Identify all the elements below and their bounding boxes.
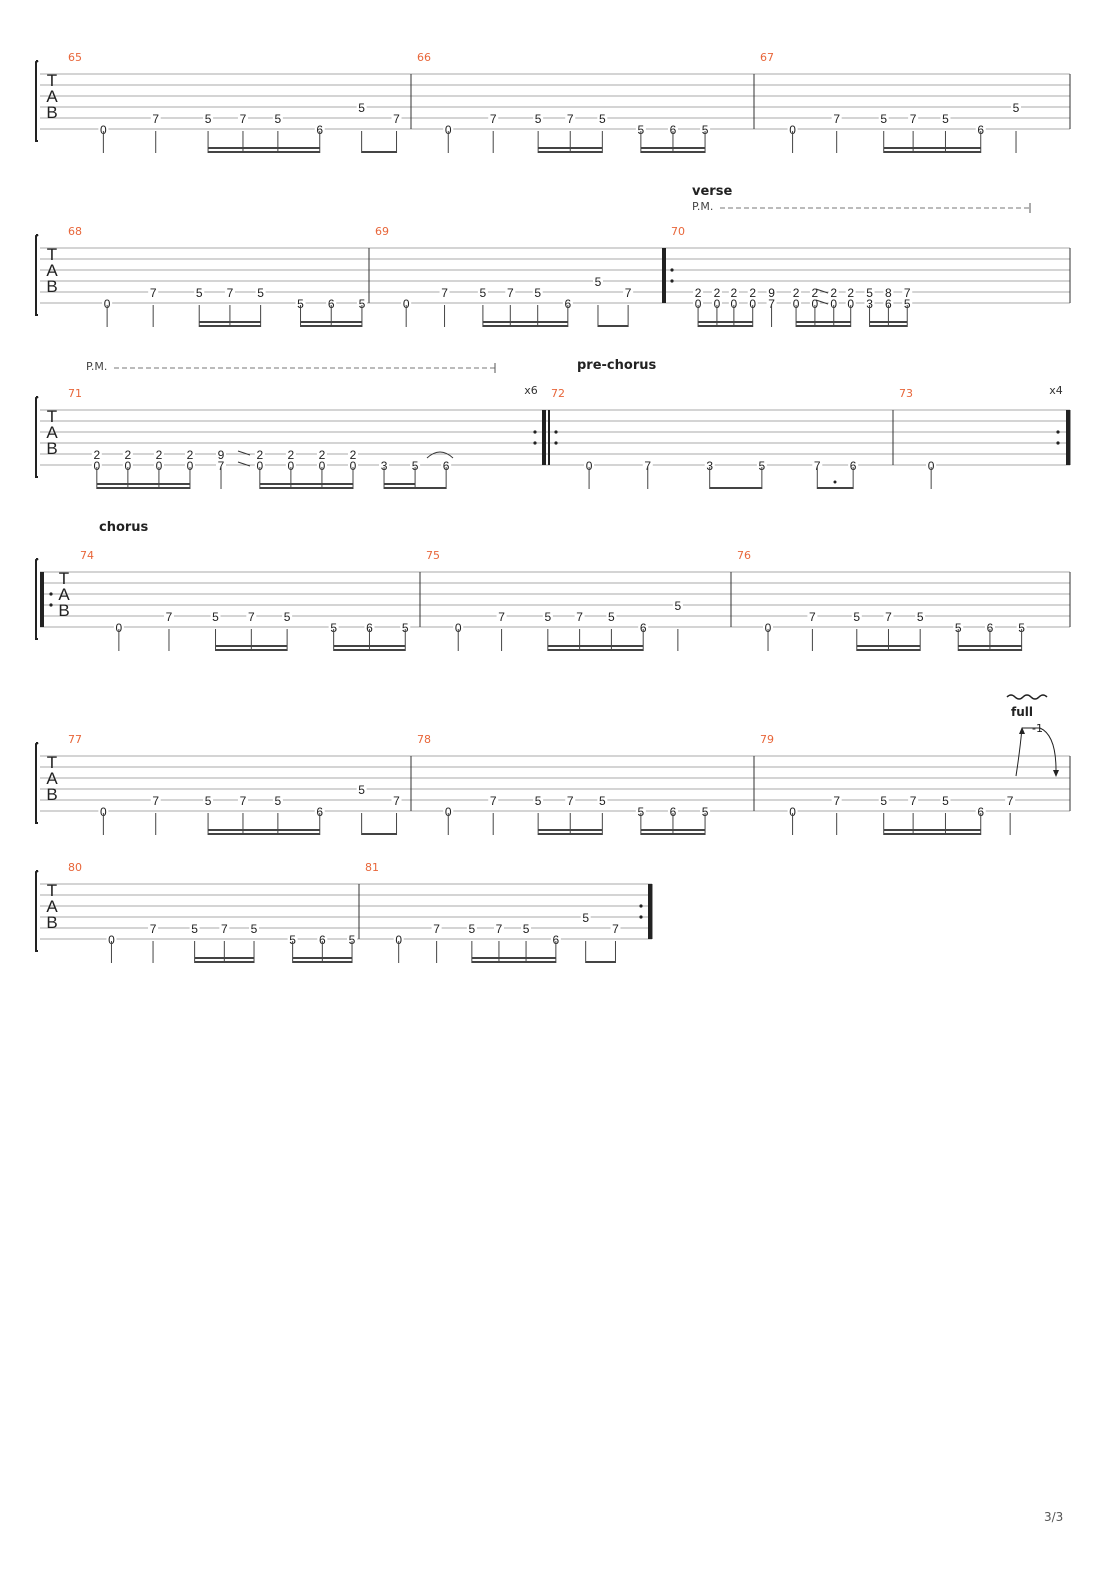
fret-number: 5 bbox=[942, 112, 949, 126]
tab-clef-letter: A bbox=[46, 423, 58, 442]
repeat-start-thick bbox=[662, 248, 666, 303]
fret-number: 5 bbox=[608, 610, 615, 624]
fret-number: 5 bbox=[1018, 621, 1025, 635]
fret-number: 5 bbox=[598, 112, 606, 126]
fret-number: 5 bbox=[598, 794, 606, 808]
fret-number: 9 bbox=[768, 286, 775, 300]
repeat-dot bbox=[670, 268, 673, 271]
fret-number: 5 bbox=[880, 794, 888, 808]
fret-number: 0 bbox=[694, 297, 702, 311]
fret-number: 5 bbox=[204, 794, 212, 808]
fret-number: 2 bbox=[811, 286, 819, 300]
fret-number: 2 bbox=[847, 286, 855, 300]
fret-number: 7 bbox=[217, 459, 225, 473]
vibrato-icon bbox=[1007, 695, 1047, 699]
measure-number: 68 bbox=[68, 225, 82, 238]
fret-number: 0 bbox=[115, 621, 123, 635]
measure-number: 66 bbox=[417, 51, 431, 64]
fret-number: 7 bbox=[165, 610, 173, 624]
fret-number: 5 bbox=[212, 610, 219, 624]
fret-number: 6 bbox=[986, 621, 994, 635]
fret-number: 6 bbox=[669, 805, 677, 819]
fret-number: 7 bbox=[768, 297, 775, 311]
tab-clef-letter: A bbox=[46, 261, 58, 280]
fret-number: 5 bbox=[544, 610, 552, 624]
fret-number: 5 bbox=[942, 794, 949, 808]
fret-number: 2 bbox=[155, 448, 163, 462]
fret-number: 7 bbox=[498, 610, 505, 624]
fret-number: 6 bbox=[316, 123, 324, 137]
fret-number: 2 bbox=[318, 448, 326, 462]
fret-number: 5 bbox=[191, 922, 198, 936]
fret-number: 0 bbox=[444, 123, 452, 137]
fret-number: 7 bbox=[1006, 794, 1014, 808]
fret-number: 2 bbox=[256, 448, 264, 462]
repeat-start-thick bbox=[40, 572, 44, 627]
fret-number: 6 bbox=[669, 123, 677, 137]
tab-clef-letter: B bbox=[46, 785, 58, 804]
fret-number: 7 bbox=[576, 610, 583, 624]
fret-number: 5 bbox=[880, 112, 888, 126]
section-label: pre-chorus bbox=[577, 358, 657, 373]
fret-number: 0 bbox=[124, 459, 132, 473]
fret-number: 7 bbox=[149, 922, 157, 936]
fret-number: 0 bbox=[749, 297, 757, 311]
measure-number: 65 bbox=[68, 51, 82, 64]
tab-clef-letter: B bbox=[46, 277, 58, 296]
fret-number: 0 bbox=[730, 297, 738, 311]
fret-number: 0 bbox=[811, 297, 819, 311]
fret-number: 7 bbox=[612, 922, 619, 936]
fret-number: 7 bbox=[441, 286, 448, 300]
fret-number: 7 bbox=[566, 794, 574, 808]
system-bracket bbox=[36, 559, 38, 639]
system-bracket bbox=[36, 871, 38, 951]
fret-number: 5 bbox=[637, 805, 645, 819]
fret-number: 5 bbox=[701, 123, 709, 137]
repeat-end-thick bbox=[648, 884, 652, 939]
fret-number: 6 bbox=[885, 297, 892, 311]
repeat-dot bbox=[49, 592, 52, 595]
fret-number: 0 bbox=[847, 297, 855, 311]
tab-clef-letter: T bbox=[46, 71, 58, 90]
fret-number: 7 bbox=[644, 459, 652, 473]
fret-number: 0 bbox=[287, 459, 295, 473]
tab-clef-letter: T bbox=[46, 245, 58, 264]
fret-number: 7 bbox=[239, 112, 247, 126]
tab-clef-letter: T bbox=[58, 569, 70, 588]
repeat-dot bbox=[639, 904, 642, 907]
section-label: verse bbox=[692, 184, 733, 199]
fret-number: 5 bbox=[916, 610, 924, 624]
fret-number: 5 bbox=[283, 610, 291, 624]
fret-number: 0 bbox=[830, 297, 838, 311]
repeat-dot bbox=[670, 279, 673, 282]
measure-number: 79 bbox=[760, 733, 774, 746]
fret-number: 5 bbox=[257, 286, 264, 300]
repeat-end-thick bbox=[542, 410, 546, 465]
fret-number: 5 bbox=[534, 286, 542, 300]
repeat-end-thick bbox=[1066, 410, 1070, 465]
fret-number: 7 bbox=[885, 610, 892, 624]
fret-number: 2 bbox=[186, 448, 194, 462]
fret-number: 6 bbox=[977, 123, 985, 137]
fret-number: 0 bbox=[100, 805, 107, 819]
fret-number: 7 bbox=[833, 112, 841, 126]
measure-number: 78 bbox=[417, 733, 431, 746]
fret-number: 7 bbox=[433, 922, 440, 936]
fret-number: 0 bbox=[402, 297, 410, 311]
tab-clef-letter: A bbox=[58, 585, 70, 604]
fret-number: 5 bbox=[358, 297, 366, 311]
fret-number: 2 bbox=[287, 448, 295, 462]
bend-release-label: -1 bbox=[1032, 722, 1043, 735]
fret-number: 6 bbox=[442, 459, 450, 473]
fret-number: 0 bbox=[349, 459, 357, 473]
repeat-dot bbox=[533, 430, 536, 433]
fret-number: 5 bbox=[522, 922, 530, 936]
fret-number: 7 bbox=[393, 794, 400, 808]
fret-number: 9 bbox=[217, 448, 225, 462]
fret-number: 5 bbox=[330, 621, 338, 635]
tab-clef-letter: A bbox=[46, 897, 58, 916]
measure-number: 69 bbox=[375, 225, 389, 238]
fret-number: 5 bbox=[250, 922, 258, 936]
fret-number: 6 bbox=[318, 933, 326, 947]
fret-number: 0 bbox=[186, 459, 194, 473]
measure-number: 74 bbox=[80, 549, 94, 562]
fret-number: 7 bbox=[239, 794, 247, 808]
dot-mark bbox=[834, 481, 837, 484]
fret-number: 0 bbox=[764, 621, 772, 635]
fret-number: 6 bbox=[366, 621, 373, 635]
fret-number: 0 bbox=[454, 621, 462, 635]
repeat-dot bbox=[533, 441, 536, 444]
fret-number: 7 bbox=[495, 922, 503, 936]
fret-number: 7 bbox=[247, 610, 255, 624]
fret-number: 5 bbox=[204, 112, 212, 126]
fret-number: 0 bbox=[155, 459, 163, 473]
fret-number: 7 bbox=[813, 459, 821, 473]
measure-number: 70 bbox=[671, 225, 685, 238]
fret-number: 6 bbox=[849, 459, 857, 473]
repeat-count: x6 bbox=[524, 384, 538, 397]
fret-number: 5 bbox=[534, 794, 542, 808]
fret-number: 0 bbox=[789, 123, 796, 137]
fret-number: 5 bbox=[195, 286, 203, 300]
tie-mark bbox=[427, 452, 453, 458]
bend-arrow-up bbox=[1016, 728, 1022, 776]
fret-number: 5 bbox=[701, 805, 709, 819]
fret-number: 7 bbox=[624, 286, 632, 300]
fret-number: 7 bbox=[393, 112, 400, 126]
fret-number: 7 bbox=[220, 922, 228, 936]
fret-number: 5 bbox=[903, 297, 911, 311]
repeat-dot bbox=[554, 441, 557, 444]
page-number: 3/3 bbox=[1044, 1510, 1064, 1524]
fret-number: 6 bbox=[639, 621, 647, 635]
section-label: chorus bbox=[99, 520, 149, 535]
fret-number: 0 bbox=[100, 123, 107, 137]
repeat-dot bbox=[49, 603, 52, 606]
fret-number: 5 bbox=[274, 794, 282, 808]
system-bracket bbox=[36, 61, 38, 141]
fret-number: 5 bbox=[594, 275, 602, 289]
repeat-dot bbox=[1056, 441, 1059, 444]
fret-number: 5 bbox=[358, 101, 365, 115]
tab-clef-letter: T bbox=[46, 753, 58, 772]
tab-clef-letter: B bbox=[58, 601, 70, 620]
repeat-start-bar bbox=[548, 410, 550, 465]
fret-number: 6 bbox=[564, 297, 572, 311]
fret-number: 7 bbox=[152, 112, 160, 126]
fret-number: 2 bbox=[93, 448, 101, 462]
repeat-dot bbox=[554, 430, 557, 433]
fret-number: 0 bbox=[789, 805, 796, 819]
fret-number: 8 bbox=[885, 286, 892, 300]
fret-number: 5 bbox=[534, 112, 542, 126]
fret-number: 0 bbox=[108, 933, 115, 947]
fret-number: 5 bbox=[674, 599, 682, 613]
fret-number: 7 bbox=[833, 794, 841, 808]
fret-number: 5 bbox=[582, 911, 590, 925]
tab-clef-letter: A bbox=[46, 87, 58, 106]
fret-number: 0 bbox=[256, 459, 264, 473]
fret-number: 7 bbox=[566, 112, 574, 126]
fret-number: 5 bbox=[358, 783, 365, 797]
measure-number: 72 bbox=[551, 387, 565, 400]
fret-number: 5 bbox=[954, 621, 962, 635]
fret-number: 0 bbox=[444, 805, 452, 819]
fret-number: 5 bbox=[411, 459, 419, 473]
fret-number: 7 bbox=[903, 286, 911, 300]
measure-number: 77 bbox=[68, 733, 82, 746]
fret-number: 2 bbox=[730, 286, 738, 300]
fret-number: 0 bbox=[713, 297, 721, 311]
fret-number: 2 bbox=[792, 286, 800, 300]
repeat-dot bbox=[639, 915, 642, 918]
tab-clef-letter: T bbox=[46, 881, 58, 900]
repeat-count: x4 bbox=[1049, 384, 1063, 397]
fret-number: 7 bbox=[909, 112, 917, 126]
fret-number: 3 bbox=[706, 459, 714, 473]
fret-number: 6 bbox=[316, 805, 324, 819]
fret-number: 5 bbox=[637, 123, 645, 137]
fret-number: 0 bbox=[585, 459, 593, 473]
fret-number: 5 bbox=[853, 610, 861, 624]
measure-number: 81 bbox=[365, 861, 379, 874]
fret-number: 2 bbox=[749, 286, 757, 300]
fret-number: 7 bbox=[226, 286, 234, 300]
fret-number: 0 bbox=[103, 297, 111, 311]
system-bracket bbox=[36, 743, 38, 823]
fret-number: 2 bbox=[349, 448, 357, 462]
palm-mute-label: P.M. bbox=[692, 200, 714, 213]
fret-number: 7 bbox=[152, 794, 160, 808]
measure-number: 76 bbox=[737, 549, 751, 562]
fret-number: 5 bbox=[348, 933, 356, 947]
fret-number: 5 bbox=[401, 621, 409, 635]
fret-number: 2 bbox=[713, 286, 721, 300]
measure-number: 73 bbox=[899, 387, 913, 400]
fret-number: 6 bbox=[327, 297, 335, 311]
fret-number: 7 bbox=[489, 794, 497, 808]
palm-mute-label: P.M. bbox=[86, 360, 108, 373]
fret-number: 7 bbox=[506, 286, 514, 300]
fret-number: 2 bbox=[124, 448, 132, 462]
fret-number: 6 bbox=[977, 805, 985, 819]
tab-clef-letter: A bbox=[46, 769, 58, 788]
tab-clef-letter: B bbox=[46, 103, 58, 122]
tab-clef-letter: B bbox=[46, 913, 58, 932]
fret-number: 5 bbox=[1012, 101, 1020, 115]
fret-number: 0 bbox=[395, 933, 403, 947]
fret-number: 5 bbox=[479, 286, 487, 300]
system-bracket bbox=[36, 235, 38, 315]
fret-number: 0 bbox=[792, 297, 800, 311]
fret-number: 5 bbox=[758, 459, 766, 473]
measure-number: 67 bbox=[760, 51, 774, 64]
fret-number: 5 bbox=[289, 933, 296, 947]
fret-number: 5 bbox=[297, 297, 304, 311]
fret-number: 7 bbox=[489, 112, 497, 126]
measure-number: 71 bbox=[68, 387, 82, 400]
fret-number: 6 bbox=[552, 933, 560, 947]
fret-number: 7 bbox=[909, 794, 917, 808]
measure-number: 80 bbox=[68, 861, 82, 874]
measure-number: 75 bbox=[426, 549, 440, 562]
tab-clef-letter: T bbox=[46, 407, 58, 426]
fret-number: 0 bbox=[318, 459, 326, 473]
system-bracket bbox=[36, 397, 38, 477]
bend-arrowhead-icon bbox=[1053, 770, 1059, 777]
fret-number: 3 bbox=[866, 297, 873, 311]
repeat-dot bbox=[1056, 430, 1059, 433]
fret-number: 5 bbox=[866, 286, 873, 300]
bend-label: full bbox=[1011, 705, 1033, 719]
fret-number: 7 bbox=[149, 286, 157, 300]
fret-number: 0 bbox=[93, 459, 101, 473]
fret-number: 3 bbox=[380, 459, 388, 473]
fret-number: 2 bbox=[694, 286, 702, 300]
fret-number: 5 bbox=[274, 112, 282, 126]
fret-number: 2 bbox=[830, 286, 838, 300]
tab-clef-letter: B bbox=[46, 439, 58, 458]
fret-number: 0 bbox=[927, 459, 935, 473]
fret-number: 5 bbox=[468, 922, 476, 936]
fret-number: 7 bbox=[809, 610, 816, 624]
